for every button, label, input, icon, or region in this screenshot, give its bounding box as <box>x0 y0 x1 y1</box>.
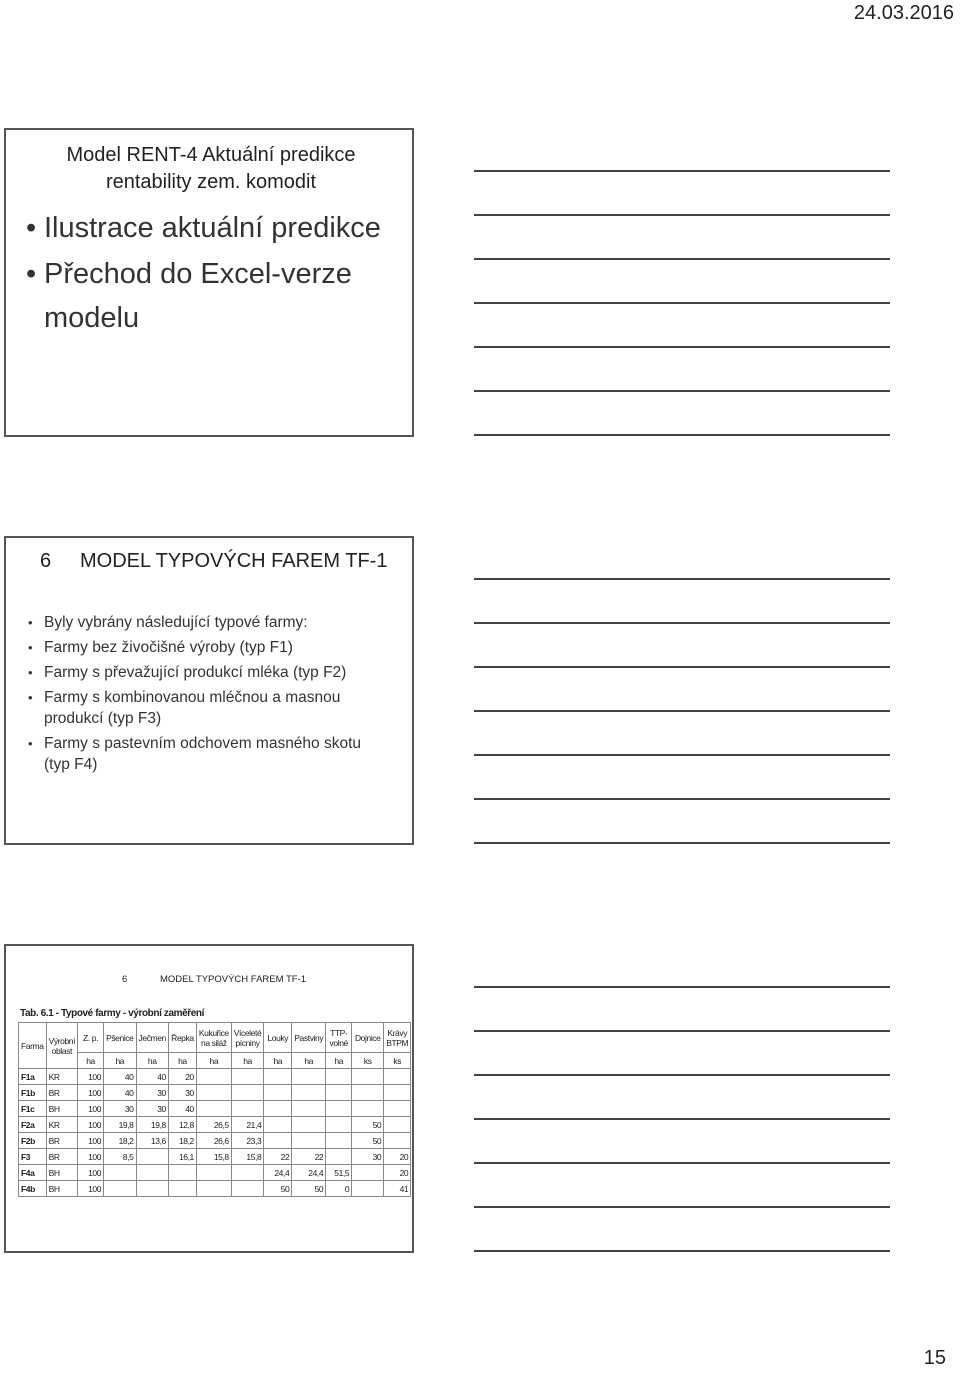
slide-2 <box>4 536 414 845</box>
slide-2-title <box>40 550 387 573</box>
slide-1-title-line-2: rentability zem. komodit <box>105 171 317 193</box>
farm-id-cell: F4a <box>19 1165 47 1181</box>
note-line <box>474 710 890 712</box>
table-cell: KR <box>46 1069 78 1085</box>
unit-cell: ha <box>196 1053 231 1069</box>
table-cell: 26,6 <box>196 1133 231 1149</box>
table-cell <box>326 1069 352 1085</box>
table-cell <box>352 1085 384 1101</box>
note-line <box>474 1162 890 1164</box>
table-caption: Tab. 6.1 - Typové farmy - výrobní zaměření <box>20 1008 205 1019</box>
table-cell <box>231 1181 264 1197</box>
table-cell: 23,3 <box>231 1133 264 1149</box>
table-cell: 40 <box>104 1069 136 1085</box>
unit-cell: ha <box>168 1053 196 1069</box>
table-cell: 51,5 <box>326 1165 352 1181</box>
slide-1-title <box>6 142 416 196</box>
header-dojnice: Dojnice <box>352 1023 384 1053</box>
note-line <box>474 578 890 580</box>
note-line <box>474 1250 890 1252</box>
table-row <box>19 1101 411 1117</box>
table-cell <box>384 1069 411 1085</box>
header-viceleté: Víceleté pícniny <box>231 1023 264 1053</box>
table-cell <box>104 1181 136 1197</box>
table-cell: 40 <box>136 1069 168 1085</box>
table-cell: 20 <box>384 1165 411 1181</box>
table-cell <box>352 1101 384 1117</box>
bullet-item: • Farmy bez živočišné výroby (typ F1) <box>26 637 386 658</box>
bullet-item: • Ilustrace aktuální predikce <box>26 206 396 250</box>
table-cell: 100 <box>78 1133 104 1149</box>
slide-1-title-line-1: Model RENT-4 Aktuální predikce <box>66 144 356 166</box>
table-cell: 30 <box>352 1149 384 1165</box>
table-cell: 40 <box>104 1085 136 1101</box>
table-cell <box>292 1085 326 1101</box>
table-cell <box>326 1101 352 1117</box>
slide-1-bullet-list <box>26 206 396 342</box>
table-cell <box>196 1085 231 1101</box>
table-cell: 50 <box>352 1117 384 1133</box>
page-number: 15 <box>923 1347 946 1369</box>
table-cell: 19,8 <box>104 1117 136 1133</box>
note-line <box>474 258 890 260</box>
note-line <box>474 622 890 624</box>
table-cell: BR <box>46 1133 78 1149</box>
table-cell: KR <box>46 1117 78 1133</box>
farm-types-table <box>18 1022 411 1197</box>
table-cell <box>264 1133 292 1149</box>
table-row <box>19 1181 411 1197</box>
note-line <box>474 986 890 988</box>
table-cell <box>231 1069 264 1085</box>
bullet-item: • Farmy s převažující produkcí mléka (typ F2) <box>26 662 386 683</box>
header-farma: Farma <box>19 1023 47 1069</box>
table-cell <box>292 1117 326 1133</box>
table-cell: 13,6 <box>136 1133 168 1149</box>
table-cell: 18,2 <box>104 1133 136 1149</box>
header-psenice: Pšenice <box>104 1023 136 1053</box>
table-cell: 24,4 <box>264 1165 292 1181</box>
table-cell <box>136 1165 168 1181</box>
table-units-row <box>19 1053 411 1069</box>
table-cell <box>384 1133 411 1149</box>
table-cell: 100 <box>78 1181 104 1197</box>
note-line <box>474 1074 890 1076</box>
header-kravy-btpm: Krávy BTPM <box>384 1023 411 1053</box>
slide-3-title-number: 6 <box>122 974 128 985</box>
table-cell: 20 <box>168 1069 196 1085</box>
table-cell <box>326 1117 352 1133</box>
table-cell <box>384 1085 411 1101</box>
table-cell: 40 <box>168 1101 196 1117</box>
note-line <box>474 1206 890 1208</box>
note-line <box>474 170 890 172</box>
table-cell: 100 <box>78 1101 104 1117</box>
table-cell: 100 <box>78 1117 104 1133</box>
table-cell: 100 <box>78 1165 104 1181</box>
table-cell: 24,4 <box>292 1165 326 1181</box>
table-row <box>19 1165 411 1181</box>
table-cell <box>326 1133 352 1149</box>
header-repka: Řepka <box>168 1023 196 1053</box>
table-cell <box>104 1165 136 1181</box>
table-cell: 16,1 <box>168 1149 196 1165</box>
slide-2-bullet-list <box>26 612 386 779</box>
table-cell: 18,2 <box>168 1133 196 1149</box>
farm-id-cell: F1a <box>19 1069 47 1085</box>
table-cell <box>292 1101 326 1117</box>
farm-id-cell: F2a <box>19 1117 47 1133</box>
table-cell: 30 <box>168 1085 196 1101</box>
note-line <box>474 434 890 436</box>
table-cell: 100 <box>78 1069 104 1085</box>
table-row <box>19 1149 411 1165</box>
table-cell: 30 <box>136 1085 168 1101</box>
farm-id-cell: F4b <box>19 1181 47 1197</box>
table-cell <box>168 1181 196 1197</box>
unit-cell: ha <box>231 1053 264 1069</box>
table-cell: 100 <box>78 1085 104 1101</box>
table-cell: 8,5 <box>104 1149 136 1165</box>
note-line <box>474 1118 890 1120</box>
table-cell: 50 <box>352 1133 384 1149</box>
unit-cell: ks <box>384 1053 411 1069</box>
table-cell: 100 <box>78 1149 104 1165</box>
header-kukurice: Kukuřice na siláž <box>196 1023 231 1053</box>
table-cell: 12,8 <box>168 1117 196 1133</box>
table-cell: 22 <box>264 1149 292 1165</box>
slide-1 <box>4 128 414 437</box>
table-cell: 21,4 <box>231 1117 264 1133</box>
slide-3 <box>4 944 414 1253</box>
table-cell: BR <box>46 1149 78 1165</box>
header-jecmen: Ječmen <box>136 1023 168 1053</box>
table-cell: 19,8 <box>136 1117 168 1133</box>
farm-id-cell: F3 <box>19 1149 47 1165</box>
table-cell <box>352 1069 384 1085</box>
bullet-item: • Byly vybrány následující typové farmy: <box>26 612 386 633</box>
unit-cell: ks <box>352 1053 384 1069</box>
header-z-p: Z. p. <box>78 1023 104 1053</box>
table-cell: BR <box>46 1085 78 1101</box>
note-line <box>474 754 890 756</box>
table-row <box>19 1117 411 1133</box>
table-cell: 20 <box>384 1149 411 1165</box>
table-cell: 26,5 <box>196 1117 231 1133</box>
table-cell: 15,8 <box>231 1149 264 1165</box>
table-cell <box>384 1101 411 1117</box>
table-cell <box>264 1101 292 1117</box>
table-cell <box>292 1069 326 1085</box>
table-cell <box>352 1181 384 1197</box>
note-line <box>474 798 890 800</box>
note-line <box>474 666 890 668</box>
header-pastviny: Pastviny <box>292 1023 326 1053</box>
table-cell: 50 <box>292 1181 326 1197</box>
table-cell: BH <box>46 1181 78 1197</box>
table-body <box>19 1069 411 1197</box>
table-cell <box>196 1069 231 1085</box>
note-line <box>474 346 890 348</box>
table-cell: 41 <box>384 1181 411 1197</box>
unit-cell: ha <box>136 1053 168 1069</box>
header-ttp-volne: TTP-volné <box>326 1023 352 1053</box>
table-cell <box>326 1149 352 1165</box>
bullet-item: • Přechod do Excel-verze modelu <box>26 252 396 340</box>
table-cell <box>326 1085 352 1101</box>
bullet-item: • Farmy s pastevním odchovem masného skotu (typ F4) <box>26 733 386 775</box>
table-cell <box>196 1101 231 1117</box>
page-date: 24.03.2016 <box>853 2 954 24</box>
table-row <box>19 1133 411 1149</box>
unit-cell: ha <box>104 1053 136 1069</box>
unit-cell: ha <box>292 1053 326 1069</box>
note-line <box>474 842 890 844</box>
unit-cell: ha <box>78 1053 104 1069</box>
table-cell: BH <box>46 1165 78 1181</box>
table-cell <box>264 1117 292 1133</box>
slide-2-title-text: MODEL TYPOVÝCH FAREM TF-1 <box>80 550 388 572</box>
table-row <box>19 1085 411 1101</box>
table-cell <box>136 1181 168 1197</box>
table-cell: BH <box>46 1101 78 1117</box>
header-louky: Louky <box>264 1023 292 1053</box>
header-vyrobni-oblast: Výrobní oblast <box>46 1023 78 1069</box>
table-cell <box>136 1149 168 1165</box>
note-line <box>474 1030 890 1032</box>
table-cell: 50 <box>264 1181 292 1197</box>
table-cell: 30 <box>104 1101 136 1117</box>
table-cell <box>292 1133 326 1149</box>
table-cell <box>384 1117 411 1133</box>
farm-id-cell: F2b <box>19 1133 47 1149</box>
table-cell <box>231 1165 264 1181</box>
table-cell <box>231 1085 264 1101</box>
slide-3-title-text: MODEL TYPOVÝCH FAREM TF-1 <box>160 974 307 985</box>
table-cell <box>196 1181 231 1197</box>
slide-3-title <box>122 974 306 985</box>
farm-id-cell: F1c <box>19 1101 47 1117</box>
table-cell <box>352 1165 384 1181</box>
table-cell <box>196 1165 231 1181</box>
table-cell <box>264 1069 292 1085</box>
table-row <box>19 1069 411 1085</box>
table-cell <box>264 1085 292 1101</box>
note-line <box>474 302 890 304</box>
table-cell: 30 <box>136 1101 168 1117</box>
table-cell: 22 <box>292 1149 326 1165</box>
slide-2-title-number: 6 <box>40 550 52 572</box>
note-line <box>474 390 890 392</box>
farm-id-cell: F1b <box>19 1085 47 1101</box>
table-header-row <box>19 1023 411 1053</box>
note-line <box>474 214 890 216</box>
table-cell: 15,8 <box>196 1149 231 1165</box>
bullet-item: • Farmy s kombinovanou mléčnou a masnou produkcí (typ F3) <box>26 687 386 729</box>
table-cell: 0 <box>326 1181 352 1197</box>
unit-cell: ha <box>326 1053 352 1069</box>
table-cell <box>168 1165 196 1181</box>
table-cell <box>231 1101 264 1117</box>
unit-cell: ha <box>264 1053 292 1069</box>
